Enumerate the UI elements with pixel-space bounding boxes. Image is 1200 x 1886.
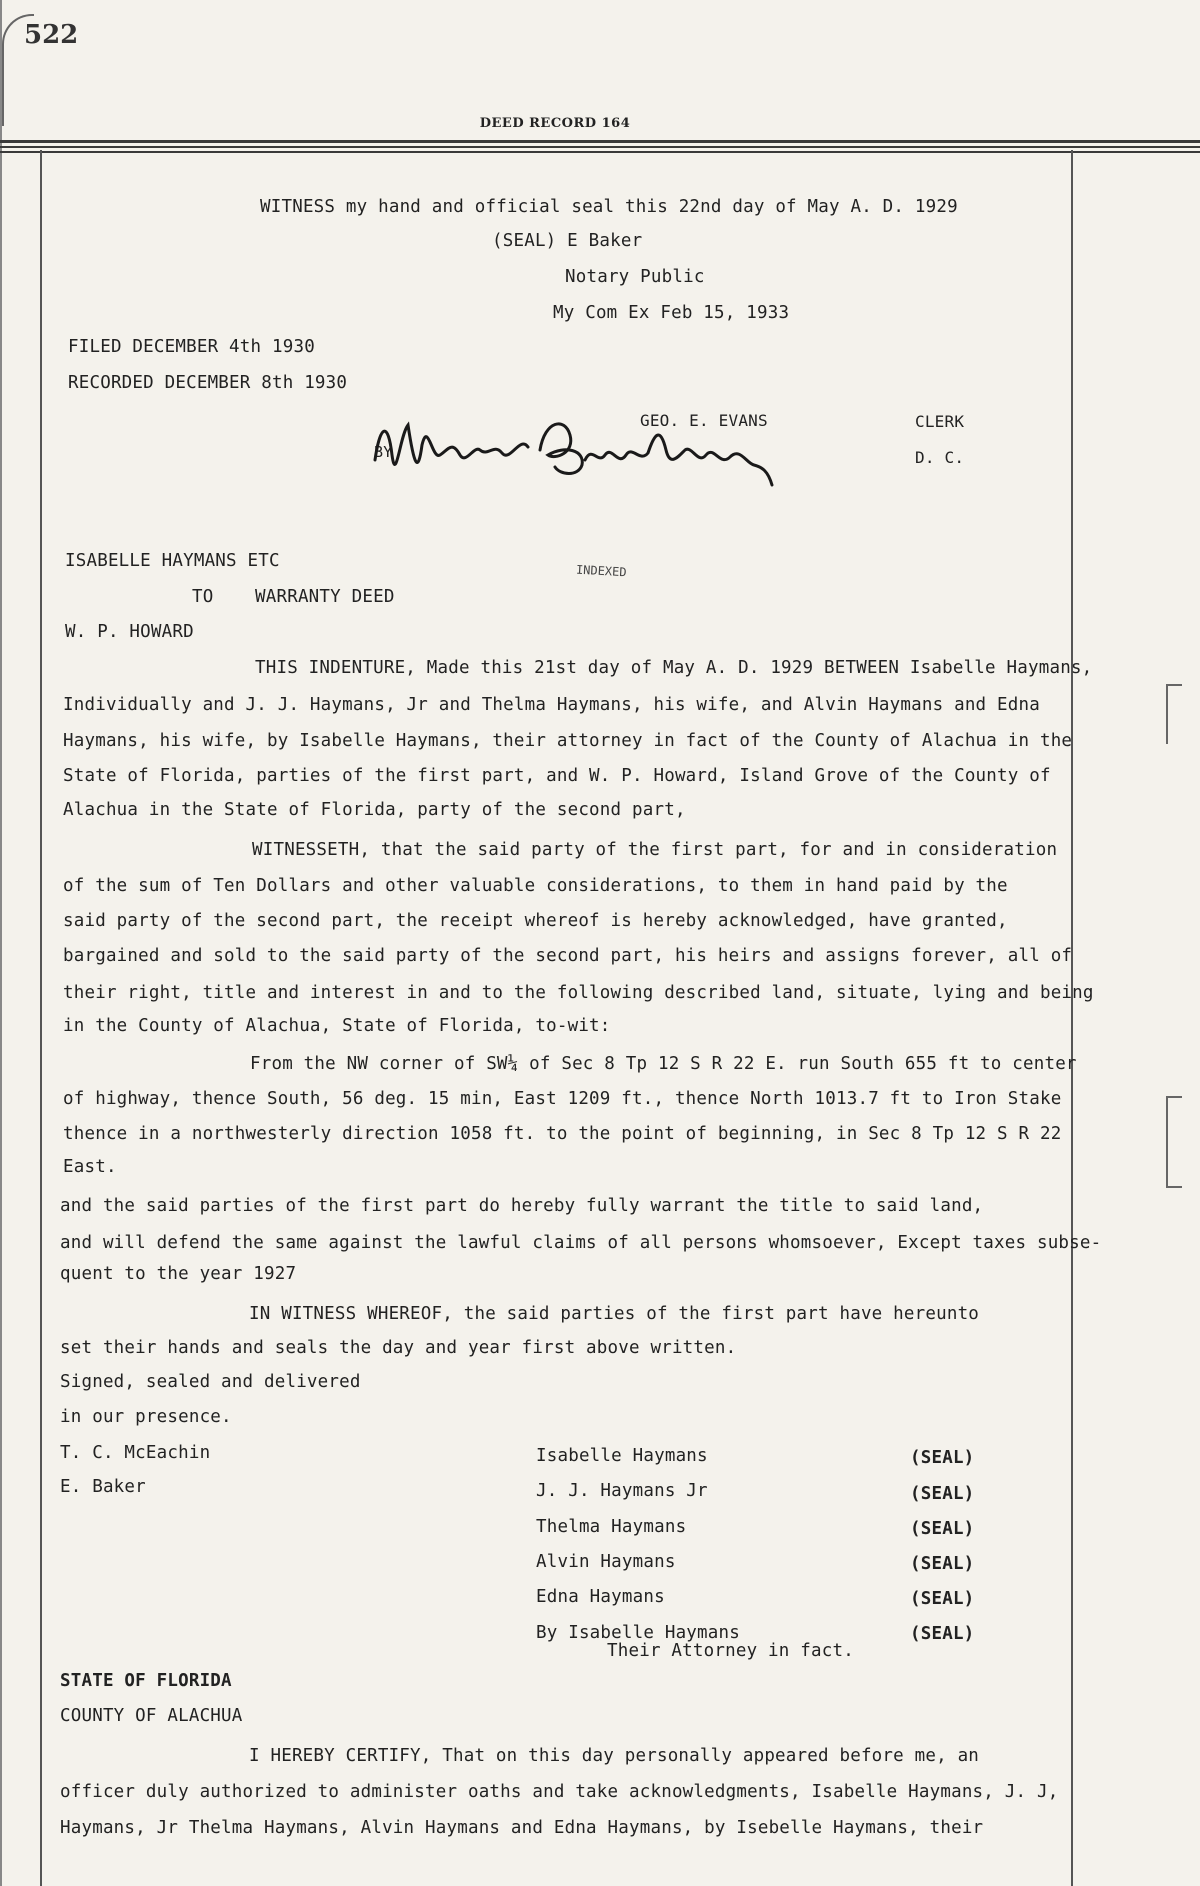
- margin-mark: [1166, 1096, 1168, 1186]
- body-line: Haymans, his wife, by Isabelle Haymans, their attorney in fact of the County of Alachua in the: [63, 731, 1073, 751]
- page-edge: [0, 0, 2, 1886]
- grantor: ISABELLE HAYMANS ETC: [65, 551, 280, 571]
- land-description-line: thence in a northwesterly direction 1058 ft. to the point of beginning, in Sec 8 Tp 12 S R 22: [63, 1124, 1062, 1144]
- witness-name: E. Baker: [60, 1477, 146, 1497]
- signatory-seal: (SEAL): [910, 1624, 975, 1644]
- indexed-stamp: INDEXED: [575, 562, 627, 580]
- body-line: bargained and sold to the said party of the second part, his heirs and assigns forever, all of: [63, 946, 1073, 966]
- signatory-name: Edna Haymans: [536, 1587, 665, 1607]
- header-title: DEED RECORD 164: [479, 116, 631, 131]
- by-label: BY: [374, 443, 393, 461]
- attorney-note: Their Attorney in fact.: [607, 1641, 854, 1661]
- header-rule-top: [0, 140, 1200, 143]
- body-line: set their hands and seals the day and year first above written.: [60, 1338, 737, 1358]
- clerk-title: CLERK: [915, 412, 965, 431]
- body-line: WITNESSETH, that the said party of the first part, for and in consideration: [252, 840, 1058, 860]
- header-rule-bottom: [0, 151, 1200, 153]
- body-line: in our presence.: [60, 1407, 232, 1427]
- signatory-name: J. J. Haymans Jr: [536, 1481, 708, 1501]
- margin-mark: [1166, 1186, 1182, 1188]
- land-description-line: East.: [63, 1157, 117, 1177]
- body-line: State of Florida, parties of the first part, and W. P. Howard, Island Grove of the County of: [63, 766, 1051, 786]
- ack-county: COUNTY OF ALACHUA: [60, 1706, 243, 1726]
- filed-date: FILED DECEMBER 4th 1930: [68, 337, 315, 357]
- deed-type: WARRANTY DEED: [255, 587, 395, 607]
- notary-witness-line: WITNESS my hand and official seal this 22nd day of May A. D. 1929: [260, 197, 958, 217]
- signatory-seal: (SEAL): [910, 1448, 975, 1468]
- signatory-name: By Isabelle Haymans: [536, 1623, 740, 1643]
- body-line: of the sum of Ten Dollars and other valuable considerations, to them in hand paid by the: [63, 876, 1008, 896]
- ack-line: officer duly authorized to administer oaths and take acknowledgments, Isabelle Haymans, J. J,: [60, 1782, 1059, 1802]
- land-description-line: From the NW corner of SW¼ of Sec 8 Tp 12 S R 22 E. run South 655 ft to center: [250, 1054, 1077, 1074]
- signatory-name: Alvin Haymans: [536, 1552, 676, 1572]
- notary-seal-line: (SEAL) E Baker: [492, 231, 643, 251]
- recorded-date: RECORDED DECEMBER 8th 1930: [68, 373, 348, 393]
- signatory-seal: (SEAL): [910, 1589, 975, 1609]
- body-line: and will defend the same against the lawful claims of all persons whomsoever, Except taxes subse-: [60, 1233, 1102, 1253]
- left-margin-rule: [40, 150, 42, 1886]
- body-line: THIS INDENTURE, Made this 21st day of May A. D. 1929 BETWEEN Isabelle Haymans,: [255, 658, 1093, 678]
- right-margin-rule: [1071, 150, 1073, 1886]
- witness-name: T. C. McEachin: [60, 1443, 211, 1463]
- to-label: TO: [192, 587, 214, 607]
- body-line: Signed, sealed and delivered: [60, 1372, 361, 1392]
- deputy-clerk-title: D. C.: [915, 448, 965, 467]
- margin-mark: [1166, 684, 1168, 744]
- body-line: quent to the year 1927: [60, 1264, 297, 1284]
- clerk-name: GEO. E. EVANS: [640, 411, 768, 430]
- notary-commission: My Com Ex Feb 15, 1933: [553, 303, 790, 323]
- margin-mark: [1166, 1096, 1182, 1098]
- deputy-clerk-signature: [370, 405, 800, 505]
- body-line: and the said parties of the first part do hereby fully warrant the title to said land,: [60, 1196, 984, 1216]
- signatory-name: Thelma Haymans: [536, 1517, 687, 1537]
- land-description-line: of highway, thence South, 56 deg. 15 min, East 1209 ft., thence North 1013.7 ft to Iron Stake: [63, 1089, 1062, 1109]
- grantee: W. P. HOWARD: [65, 622, 194, 642]
- body-line: Individually and J. J. Haymans, Jr and Thelma Haymans, his wife, and Alvin Haymans and Edna: [63, 695, 1040, 715]
- ack-line: I HEREBY CERTIFY, That on this day personally appeared before me, an: [249, 1746, 980, 1766]
- ack-line: Haymans, Jr Thelma Haymans, Alvin Haymans and Edna Haymans, by Isebelle Haymans, their: [60, 1818, 984, 1838]
- body-line: Alachua in the State of Florida, party of the second part,: [63, 800, 686, 820]
- signatory-seal: (SEAL): [910, 1519, 975, 1539]
- margin-mark: [1168, 684, 1182, 686]
- signatory-seal: (SEAL): [910, 1484, 975, 1504]
- body-line: their right, title and interest in and to the following described land, situate, lying and being: [63, 983, 1094, 1003]
- header-rule-middle: [0, 146, 1200, 148]
- body-line: said party of the second part, the receipt whereof is hereby acknowledged, have granted,: [63, 911, 1008, 931]
- page-number: 522: [24, 20, 79, 50]
- ack-state: STATE OF FLORIDA: [60, 1671, 232, 1691]
- body-line: in the County of Alachua, State of Florida, to-wit:: [63, 1016, 611, 1036]
- signatory-seal: (SEAL): [910, 1554, 975, 1574]
- signatory-name: Isabelle Haymans: [536, 1446, 708, 1466]
- body-line: IN WITNESS WHEREOF, the said parties of the first part have hereunto: [249, 1304, 980, 1324]
- notary-title: Notary Public: [565, 267, 705, 287]
